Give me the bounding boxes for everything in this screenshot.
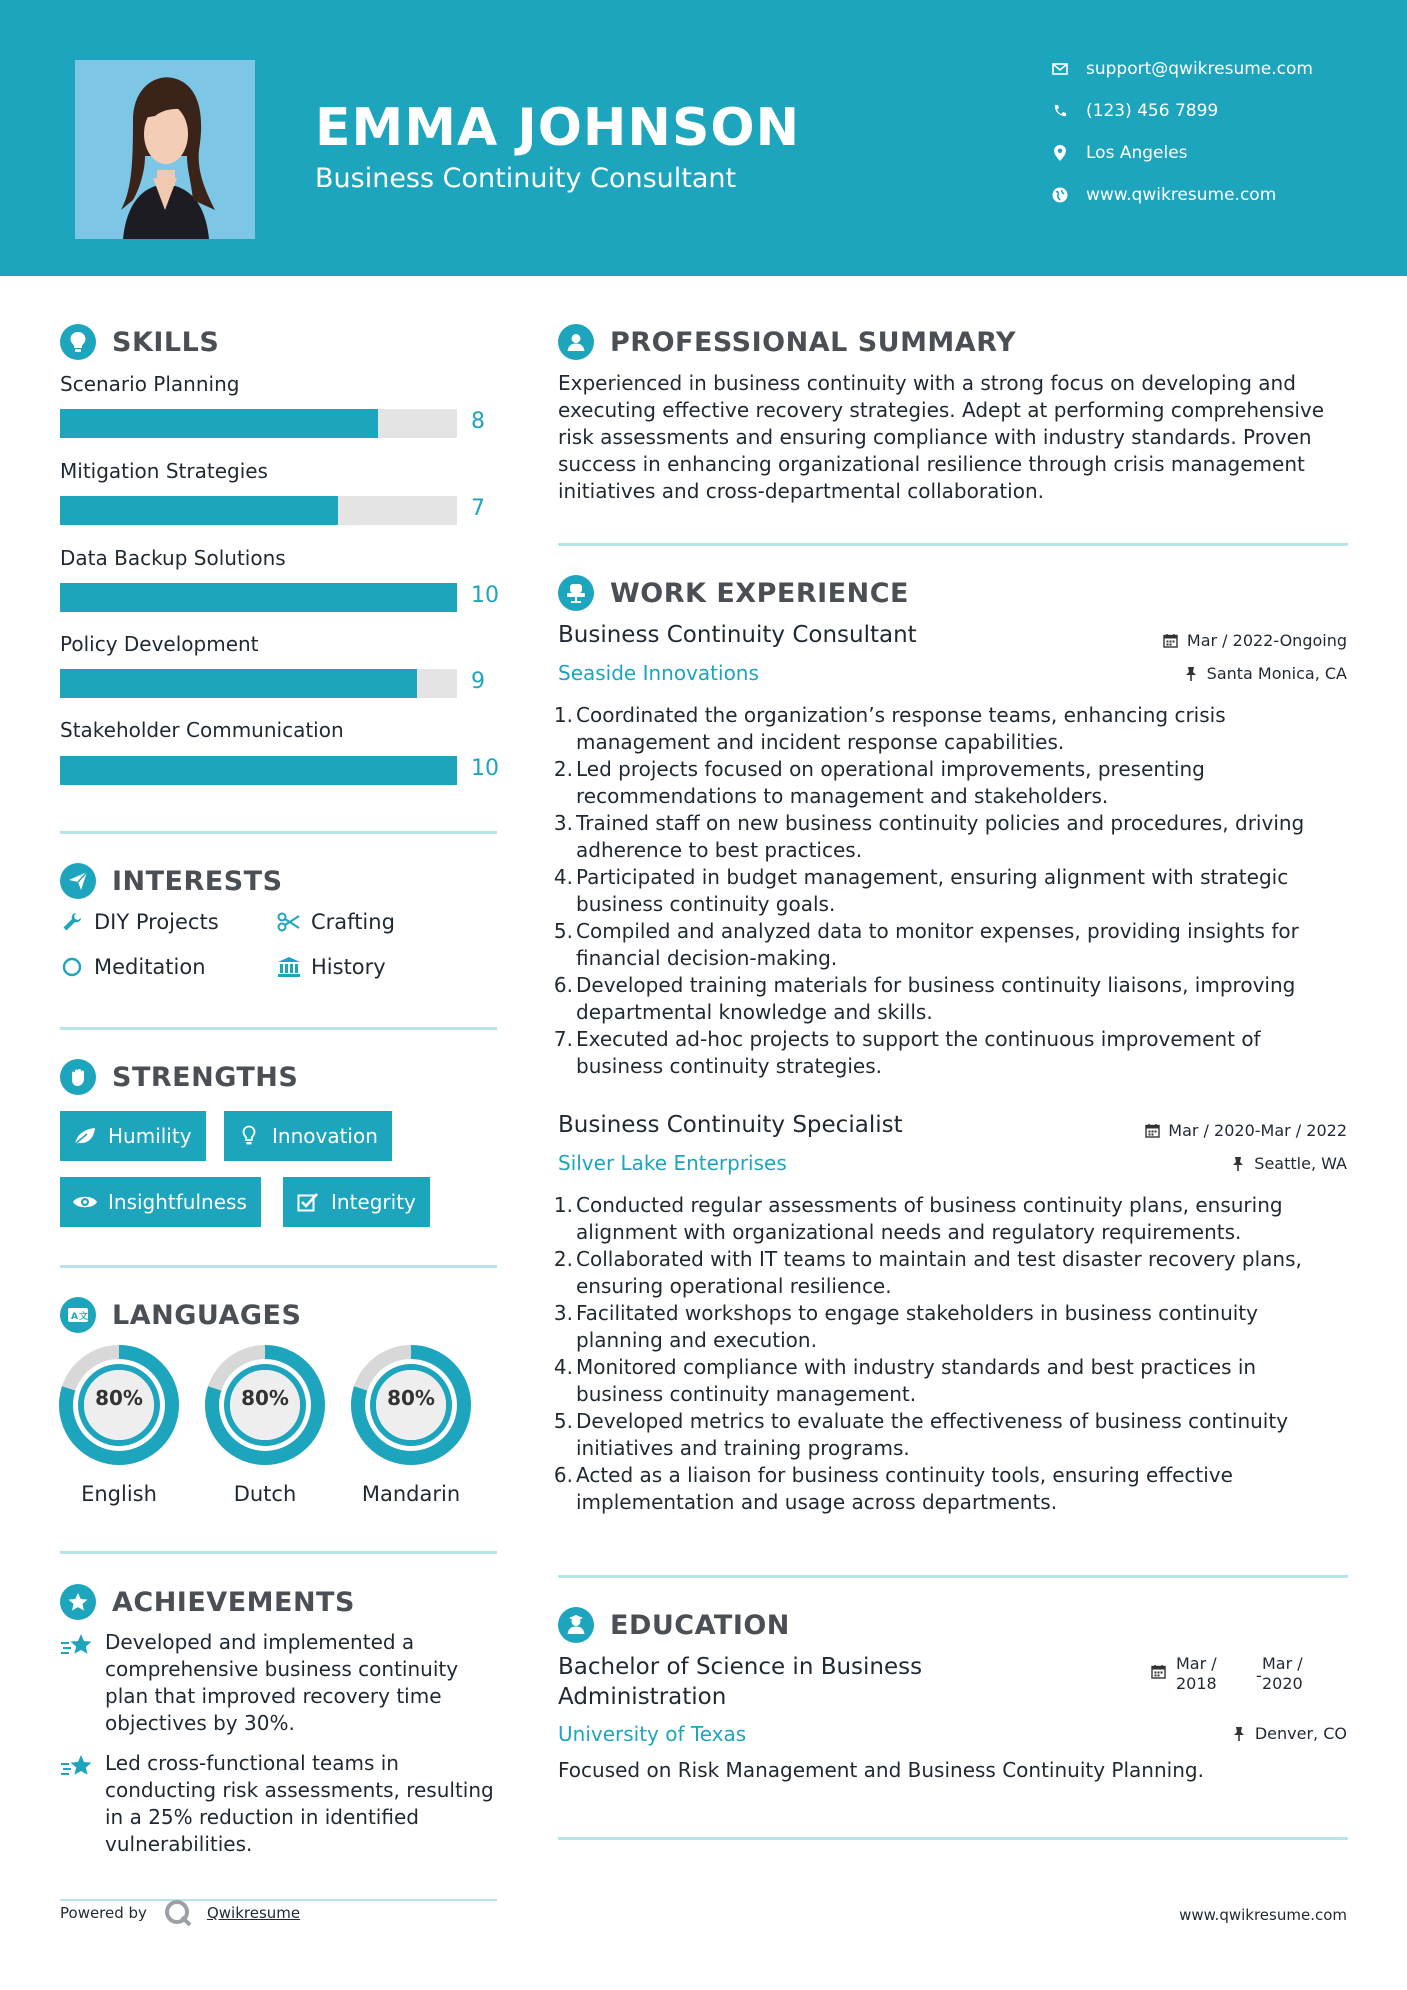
job-bullet-text: Executed ad-hoc projects to support the continuous improvement of business continuity strategies. [576, 1027, 1261, 1078]
wrench-icon [60, 910, 84, 934]
skill-label: Policy Development [60, 632, 259, 656]
strength-label: Humility [108, 1124, 192, 1148]
footer-website[interactable]: www.qwikresume.com [1179, 1906, 1347, 1924]
summary-title: PROFESSIONAL SUMMARY [610, 326, 1017, 358]
language-name: English [81, 1482, 157, 1506]
job-bullet: 4. Monitored compliance with industry standards and best practices in business continuity management. [553, 1355, 1257, 1406]
job-bullet: 3. Trained staff on new business continuity policies and procedures, driving adherence to best practices. [553, 811, 1305, 862]
languages-heading [60, 1297, 301, 1333]
achievement-item [60, 1750, 500, 1858]
degree-line-1: Bachelor of Science in Business [558, 1654, 923, 1680]
job-bullet-text: Developed metrics to evaluate the effectiveness of business continuity initiatives and training programs. [576, 1409, 1289, 1460]
skills-title: SKILLS [112, 326, 220, 358]
pushpin-icon [1183, 666, 1199, 682]
interest-label: History [311, 955, 386, 979]
job-dates-text: Mar / 2020-Mar / 2022 [1168, 1121, 1347, 1140]
job-dates-text: Mar / 2022-Ongoing [1186, 631, 1347, 650]
contact-phone-text: (123) 456 7899 [1086, 101, 1219, 121]
job-bullet-text: Monitored compliance with industry standards and best practices in business continuity management. [576, 1355, 1257, 1406]
briefcase-chair-badge-icon [558, 575, 594, 611]
job-responsibilities [553, 702, 1348, 1080]
strength-label: Insightfulness [108, 1190, 247, 1214]
pushpin-icon [1230, 1156, 1246, 1172]
svg-text:文: 文 [79, 1312, 89, 1322]
achievement-item [60, 1629, 500, 1737]
interest-item [60, 910, 219, 934]
job-bullet: 3. Facilitated workshops to engage stakeholders in business continuity planning and execution. [553, 1301, 1258, 1352]
map-pin-icon [1050, 143, 1070, 163]
eye-icon [72, 1190, 98, 1214]
museum-icon [277, 955, 301, 979]
candidate-name: EMMA JOHNSON [315, 98, 801, 158]
edu-end-year: 2020 [1262, 1674, 1303, 1693]
job-bullet: 1. Coordinated the organization’s response teams, enhancing crisis management and incident response capabilities. [553, 703, 1226, 754]
job-bullet: 7. Executed ad-hoc projects to support the continuous improvement of business continuity strategies. [553, 1027, 1261, 1078]
paper-plane-badge-icon [60, 863, 96, 899]
languages-title: LANGUAGES [112, 1299, 302, 1331]
resume-header [0, 0, 1407, 276]
job-location-text: Santa Monica, CA [1206, 664, 1347, 683]
skill-value: 8 [471, 409, 485, 434]
strength-tag [60, 1111, 206, 1161]
job-dates [1144, 1121, 1347, 1140]
job-bullet: 2. Led projects focused on operational improvements, presenting recommendations to management and stakeholders. [553, 757, 1205, 808]
job-bullet-text: Conducted regular assessments of business continuity plans, ensuring alignment with organizational needs and regulatory requirements. [576, 1193, 1283, 1244]
user-badge-icon [558, 324, 594, 360]
skill-value: 7 [471, 496, 485, 521]
contact-email-text: support@qwikresume.com [1086, 59, 1313, 79]
candidate-role: Business Continuity Consultant [315, 163, 737, 194]
strength-tag [224, 1111, 392, 1161]
edu-description: Focused on Risk Management and Business Continuity Planning. [558, 1758, 1204, 1782]
interest-item [60, 955, 206, 979]
leaf-icon [72, 1124, 98, 1148]
achievement-text: Developed and implemented a comprehensive business continuity plan that improved recovery time objectives by 30%. [105, 1630, 459, 1735]
language-percent: 80% [387, 1386, 435, 1410]
job-bullet: 2. Collaborated with IT teams to maintain and test disaster recovery plans, ensuring operational resilience. [553, 1247, 1302, 1298]
contact-location-text: Los Angeles [1086, 143, 1188, 163]
star-badge-icon [60, 1584, 96, 1620]
language-item [58, 1344, 180, 1506]
pushpin-icon [1231, 1726, 1247, 1742]
edu-start-date [1176, 1654, 1217, 1694]
job-bullet-text: Coordinated the organization’s response teams, enhancing crisis management and incident response capabilities. [576, 703, 1226, 754]
footer-powered-by [60, 1898, 300, 1928]
job-title: Business Continuity Specialist [558, 1112, 903, 1138]
edu-end-month: Mar / [1262, 1654, 1303, 1673]
skill-bar [60, 583, 457, 612]
skill-bar-fill [60, 409, 378, 438]
contact-email[interactable] [1050, 54, 1380, 84]
job-bullet: 6. Acted as a liaison for business continuity tools, ensuring effective implementation and usage across departments. [553, 1463, 1233, 1514]
circle-icon [60, 955, 84, 979]
calendar-icon [1151, 1664, 1167, 1680]
skill-bar-fill [60, 669, 417, 698]
section-divider [558, 1837, 1348, 1840]
skills-heading [60, 324, 219, 360]
edu-start-month: Mar / [1176, 1654, 1217, 1673]
job-bullet-text: Compiled and analyzed data to monitor expenses, providing insights for financial decision-making. [576, 919, 1299, 970]
job-location [1230, 1154, 1347, 1173]
language-name: Dutch [233, 1482, 297, 1506]
job-bullet-text: Facilitated workshops to engage stakeholders in business continuity planning and execution. [576, 1301, 1258, 1352]
globe-icon [1050, 185, 1070, 205]
skill-bar [60, 756, 457, 785]
job-bullet: 6. Developed training materials for business continuity liaisons, improving departmental knowledge and skills. [553, 973, 1296, 1024]
edu-end-date [1262, 1654, 1303, 1694]
skill-bar [60, 409, 457, 438]
education-heading [558, 1607, 790, 1643]
job-bullet-text: Developed training materials for business continuity liaisons, improving departmental knowledge and skills. [576, 973, 1296, 1024]
section-divider [60, 1551, 497, 1554]
skill-bar [60, 669, 457, 698]
job-location-text: Seattle, WA [1254, 1154, 1347, 1173]
section-divider [558, 1575, 1348, 1578]
strength-label: Innovation [272, 1124, 378, 1148]
job-location [1183, 664, 1347, 683]
fist-badge-icon [60, 1059, 96, 1095]
shooting-star-icon [60, 1631, 94, 1665]
job-company: Silver Lake Enterprises [558, 1151, 787, 1175]
skill-label: Stakeholder Communication [60, 718, 344, 742]
interest-label: Crafting [311, 910, 395, 934]
svg-text:A: A [71, 1312, 78, 1322]
qwikresume-link[interactable]: Qwikresume [206, 1904, 301, 1922]
graduate-badge-icon [558, 1607, 594, 1643]
achievements-title: ACHIEVEMENTS [112, 1586, 355, 1618]
language-item [350, 1344, 472, 1506]
qwikresume-logo-icon [163, 1898, 193, 1928]
skill-label: Mitigation Strategies [60, 459, 268, 483]
strength-tag [60, 1177, 261, 1227]
checkbox-icon [295, 1190, 321, 1214]
job-bullet: 5. Compiled and analyzed data to monitor expenses, providing insights for financial decision-making. [553, 919, 1299, 970]
section-divider [60, 1027, 497, 1030]
edu-school: University of Texas [558, 1722, 747, 1746]
powered-by-text: Powered by [60, 1904, 147, 1922]
phone-icon [1050, 101, 1070, 121]
strength-label: Integrity [331, 1190, 416, 1214]
section-divider [60, 1265, 497, 1268]
envelope-icon [1050, 59, 1070, 79]
calendar-icon [1163, 633, 1179, 649]
achievement-text: Led cross-functional teams in conducting risk assessments, resulting in a 25% reduction in identified vulnerabilities. [105, 1751, 494, 1856]
degree-line-2: Administration [558, 1684, 727, 1710]
skill-bar-fill [60, 756, 457, 785]
job-title: Business Continuity Consultant [558, 622, 917, 648]
job-bullet: 5. Developed metrics to evaluate the effectiveness of business continuity initiatives and training programs. [553, 1409, 1289, 1460]
skill-label: Data Backup Solutions [60, 546, 286, 570]
skill-value: 10 [471, 583, 499, 608]
language-percent: 80% [95, 1386, 143, 1410]
job-bullet-text: Participated in budget management, ensuring alignment with strategic business continuity goals. [576, 865, 1289, 916]
strengths-heading [60, 1059, 298, 1095]
interest-label: DIY Projects [94, 910, 219, 934]
calendar-icon [1144, 1123, 1160, 1139]
job-company: Seaside Innovations [558, 661, 759, 685]
lightbulb-badge-icon [60, 324, 96, 360]
contact-phone[interactable] [1050, 96, 1380, 126]
achievements-heading [60, 1584, 355, 1620]
language-badge-icon [60, 1297, 96, 1333]
summary-text: Experienced in business continuity with a strong focus on developing and executing effective recovery strategies. Adept at performing comprehensive risk assessments and ensuring compliance with industry standards. Proven success in enhancing organizational resilience through crisis management initiatives and cross-departmental collaboration. [558, 371, 1325, 503]
interests-title: INTERESTS [112, 865, 283, 897]
edu-date-dash: - [1256, 1666, 1262, 1685]
interest-item [277, 955, 386, 979]
scissors-icon [277, 910, 301, 934]
interest-label: Meditation [94, 955, 206, 979]
job-bullet: 1. Conducted regular assessments of business continuity plans, ensuring alignment with organizational needs and regulatory requirements. [553, 1193, 1283, 1244]
interest-item [277, 910, 395, 934]
job-dates [1163, 631, 1347, 650]
lightbulb-icon [236, 1124, 262, 1148]
skill-bar [60, 496, 457, 525]
skill-label: Scenario Planning [60, 372, 240, 396]
job-bullet-text: Led projects focused on operational improvements, presenting recommendations to management and stakeholders. [576, 757, 1205, 808]
job-bullet-text: Acted as a liaison for business continuity tools, ensuring effective implementation and usage across departments. [576, 1463, 1233, 1514]
edu-location [1231, 1724, 1347, 1743]
strengths-title: STRENGTHS [112, 1061, 299, 1093]
section-divider [60, 831, 497, 834]
summary-heading [558, 324, 1016, 360]
strength-tag [283, 1177, 430, 1227]
contact-location [1050, 138, 1380, 168]
skill-value: 10 [471, 756, 499, 781]
shooting-star-icon [60, 1752, 94, 1786]
work-heading [558, 575, 909, 611]
language-name: Mandarin [361, 1482, 461, 1506]
job-bullet-text: Collaborated with IT teams to maintain and test disaster recovery plans, ensuring operational resilience. [576, 1247, 1302, 1298]
skill-value: 9 [471, 669, 485, 694]
job-responsibilities [553, 1192, 1348, 1516]
interests-heading [60, 863, 283, 899]
profile-photo [75, 60, 255, 239]
language-item [204, 1344, 326, 1506]
work-title: WORK EXPERIENCE [610, 577, 909, 609]
contact-website[interactable] [1050, 180, 1380, 210]
edu-location-text: Denver, CO [1254, 1724, 1347, 1743]
section-divider [558, 543, 1348, 546]
education-title: EDUCATION [610, 1609, 790, 1641]
contact-website-text: www.qwikresume.com [1086, 185, 1277, 205]
job-bullet: 4. Participated in budget management, ensuring alignment with strategic business continuity goals. [553, 865, 1289, 916]
language-percent: 80% [241, 1386, 289, 1410]
skill-bar-fill [60, 583, 457, 612]
job-bullet-text: Trained staff on new business continuity policies and procedures, driving adherence to best practices. [576, 811, 1305, 862]
edu-start-year: 2018 [1176, 1674, 1217, 1693]
skill-bar-fill [60, 496, 338, 525]
